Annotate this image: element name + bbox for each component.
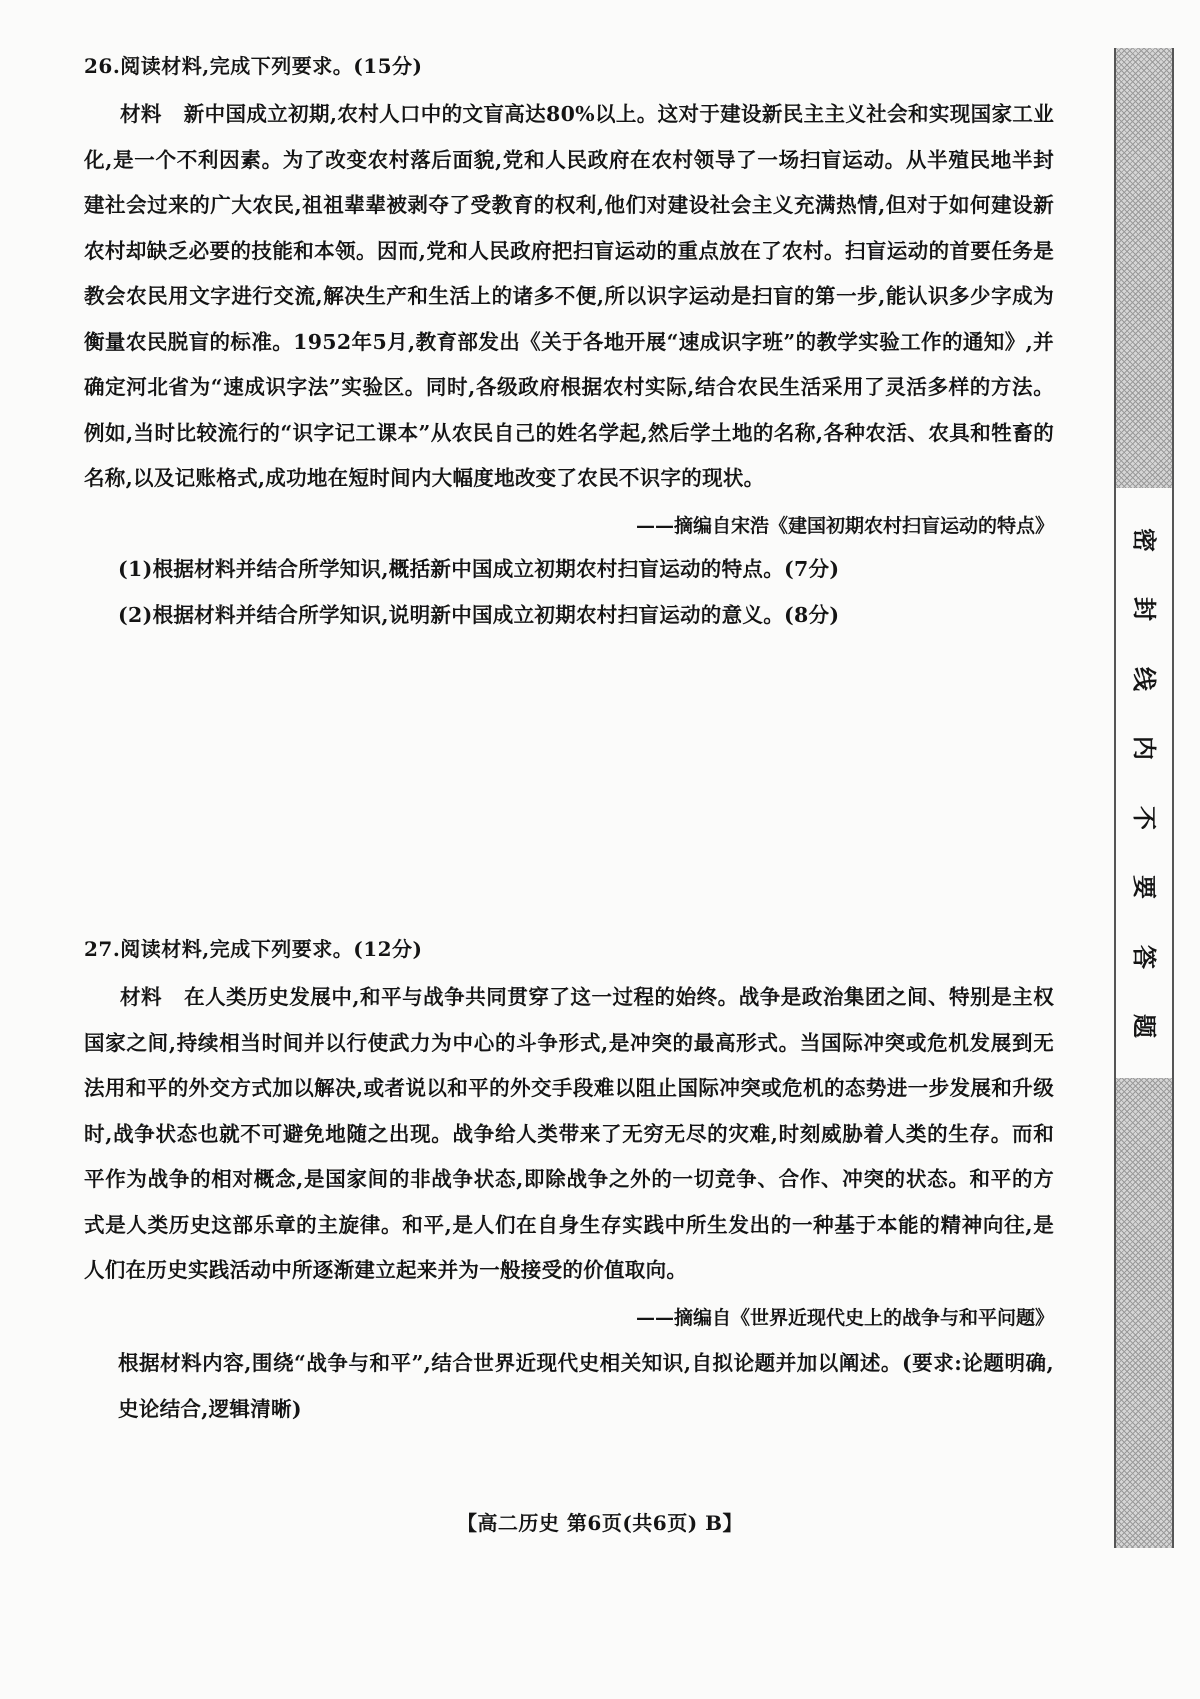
- seal-char: 内: [1130, 736, 1159, 761]
- question-27: [84, 935, 1054, 1432]
- sub-question-1: (1)根据材料并结合所学知识,概括新中国成立初期农村扫盲运动的特点。(7分): [118, 556, 840, 581]
- question-26-heading: 26.阅读材料,完成下列要求。(15分): [84, 54, 423, 78]
- page-footer: [0, 1507, 1200, 1536]
- seal-char: 题: [1130, 1013, 1159, 1038]
- footer-version: B】: [705, 1511, 744, 1535]
- sealing-line-strip: [1114, 48, 1174, 1548]
- question-26-material: [84, 92, 1054, 502]
- material-text: 在人类历史发展中,和平与战争共同贯穿了这一过程的始终。战争是政治集团之间、特别是主权国家之间,持续相当时间并以行使武力为中心的斗争形式,是冲突的最高形式。当国际冲突或危机发展到无法用和平的外交方式加以解决,或者说以和平的外交手段难以阻止国际冲突或危机的态势进一步发展和升级时,战争状态也就不可避免地随之出现。战争给人类带来了无穷无尽的灾难,时刻威胁着人类的生存。而和平作为战争的相对概念,是国家间的非战争状态,即除战争之外的一切竞争、合作、冲突的状态。和平的方式是人类历史这部乐章的主旋律。和平,是人们在自身生存实践中所生发出的一种基于本能的精神向往,是人们在历史实践活动中所逐渐建立起来并为一般接受的价值取向。: [84, 985, 1054, 1282]
- footer-subject: 【高二历史: [456, 1511, 560, 1535]
- question-27-material: [84, 975, 1054, 1294]
- question-27-task: 根据材料内容,围绕“战争与和平”,结合世界近现代史相关知识,自拟论题并加以阐述。(要求:论题明确,史论结合,逻辑清晰): [118, 1350, 1054, 1421]
- seal-char: 不: [1130, 805, 1159, 830]
- sealing-line-notice: [1116, 488, 1172, 1078]
- material-text: 新中国成立初期,农村人口中的文盲高达80%以上。这对于建设新民主主义社会和实现国家工业化,是一个不利因素。为了改变农村落后面貌,党和人民政府在农村领导了一场扫盲运动。从半殖民地半封建社会过来的广大农民,祖祖辈辈被剥夺了受教育的权利,他们对建设社会主义充满热情,但对于如何建设新农村却缺乏必要的技能和本领。因而,党和人民政府把扫盲运动的重点放在了农村。扫盲运动的首要任务是教会农民用文字进行交流,解决生产和生活上的诸多不便,所以识字运动是扫盲的第一步,能认识多少字成为衡量农民脱盲的标准。1952年5月,教育部发出《关于各地开展“速成识字班”的教学实验工作的通知》,并确定河北省为“速成识字法”实验区。同时,各级政府根据农村实际,结合农民生活采用了灵活多样的方法。例如,当时比较流行的“识字记工课本”从农民自己的姓名学起,然后学土地的名称,各种农活、农具和牲畜的名称,以及记账格式,成功地在短时间内大幅度地改变了农民不识字的现状。: [84, 102, 1054, 490]
- question-27-source: ——摘编自《世界近现代史上的战争与和平问题》: [635, 1306, 1054, 1329]
- question-26-source: ——摘编自宋浩《建国初期农村扫盲运动的特点》: [635, 514, 1054, 537]
- seal-char: 封: [1130, 597, 1159, 622]
- footer-page-number: 第6页(共6页): [566, 1511, 698, 1535]
- material-label: 材料: [120, 985, 163, 1009]
- seal-char: 线: [1130, 666, 1159, 691]
- material-label: 材料: [120, 102, 162, 126]
- seal-char: 答: [1130, 944, 1159, 969]
- seal-char: 要: [1130, 875, 1159, 900]
- seal-char: 密: [1130, 528, 1159, 552]
- question-27-heading: 27.阅读材料,完成下列要求。(12分): [84, 937, 423, 961]
- sub-question-2: (2)根据材料并结合所学知识,说明新中国成立初期农村扫盲运动的意义。(8分): [118, 602, 840, 627]
- question-26: [84, 52, 1054, 638]
